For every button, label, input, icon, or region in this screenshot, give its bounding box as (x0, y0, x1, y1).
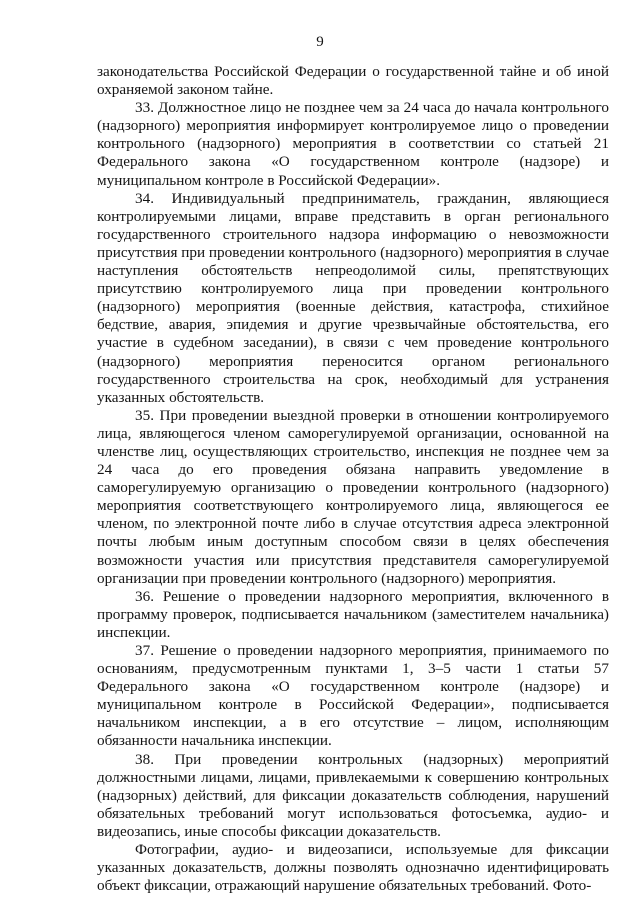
paragraph-item-36: 36. Решение о проведении надзорного мероприятия, включенного в программу проверок, подписывается начальником (заместителем начальника) инспекции. (97, 587, 609, 641)
paragraph-item-38-photos: Фотографии, аудио- и видеозаписи, используемые для фиксации указанных доказательств, должны позволять однозначно идентифицировать объект фиксации, отражающий нарушение обязательных требований. Фото- (97, 841, 609, 895)
paragraph-item-33: 33. Должностное лицо не позднее чем за 24 часа до начала контрольного (надзорного) мероприятия информирует контролируемое лицо о проведении контрольного (надзорного) мероприятия в соответствии со статьей 21 Федерального закона «О государственном контроле (надзоре) и муниципальном контроле в Российской Федерации». (97, 99, 609, 189)
document-body (97, 63, 609, 895)
paragraph-continuation: законодательства Российской Федерации о государственной тайне и об иной охраняемой законом тайне. (97, 63, 609, 99)
paragraph-item-35: 35. При проведении выездной проверки в отношении контролируемого лица, являющегося членом саморегулируемой организации, основанной на членстве лиц, осуществляющих строительство, инспекция не позднее чем за 24 часа до его проведения обязана направить уведомление в саморегулируемую организацию о проведении контрольного (надзорного) мероприятия соответствующего контролируемого лица, являющегося ее членом, по электронной почте либо в случае отсутствия адреса электронной почты любым иным доступным способом связи в целях обеспечения возможности участия или присутствия представителя саморегулируемой организации при проведении контрольного (надзорного) мероприятия. (97, 406, 609, 587)
paragraph-item-38: 38. При проведении контрольных (надзорных) мероприятий должностными лицами, лицами, привлекаемыми к совершению контрольных (надзорных) действий, для фиксации доказательств соблюдения, нарушений обязательных требований могут использоваться фотосъемка, аудио- и видеозапись, иные способы фиксации доказательств. (97, 750, 609, 840)
paragraph-item-37: 37. Решение о проведении надзорного мероприятия, принимаемого по основаниям, предусмотренным пунктами 1, 3–5 части 1 статьи 57 Федерального закона «О государственном контроле (надзоре) и муниципальном контроле в Российской Федерации», подписывается начальником инспекции, а в его отсутствие – лицом, исполняющим обязанности начальника инспекции. (97, 642, 609, 750)
paragraph-item-34: 34. Индивидуальный предприниматель, гражданин, являющиеся контролируемыми лицами, вправе представить в орган регионального государственного строительного надзора информацию о невозможности присутствия при проведении контрольного (надзорного) мероприятия в случае наступления обстоятельств непреодолимой силы, препятствующих присутствию контролируемого лица при проведении контрольного (надзорного) мероприятия (военные действия, катастрофа, стихийное бедствие, авария, эпидемия и другие чрезвычайные обстоятельства, его участие в судебном заседании), в связи с чем проведение контрольного (надзорного) мероприятия переносится органом регионального государственного строительства на срок, необходимый для устранения указанных обстоятельств. (97, 189, 609, 406)
page-number: 9 (316, 34, 324, 50)
